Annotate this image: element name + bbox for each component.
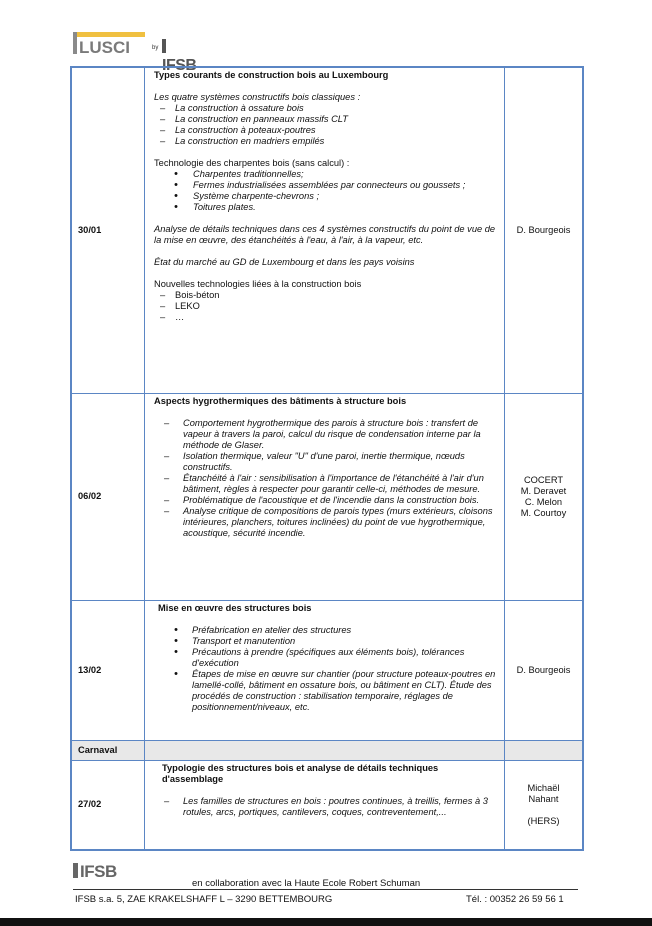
table-row xyxy=(71,600,583,740)
table-row xyxy=(71,760,583,850)
list-item: – Analyse critique de compositions de parois types (murs extérieurs, cloisons intérieures, planchers, toitures inclinées) du point de vue hygrothermique, acoustique, sécurité incendie. xyxy=(154,506,498,539)
list-item: • Système charpente-chevrons ; xyxy=(154,191,498,202)
list-item: • Préfabrication en atelier des structures xyxy=(154,625,498,636)
session-speaker: D. Bourgeois xyxy=(505,600,584,740)
session-date: 30/01 xyxy=(71,67,145,393)
collaboration-text: en collaboration avec la Haute Ecole Robert Schuman xyxy=(192,878,421,889)
list-item: • Étapes de mise en œuvre sur chantier (pour structure poteaux-poutres en lamellé-collé, bâtiment en ossature bois, ou bâtiment en CLT). Étude des procédés de construction : stabilisation temporaire, réglages de positionnement/niveaux, etc. xyxy=(154,669,498,713)
list-item: – Bois-béton xyxy=(154,290,498,301)
list-item: • Toitures plates. xyxy=(154,202,498,213)
section-intro: Technologie des charpentes bois (sans calcul) : xyxy=(154,158,350,168)
table-row xyxy=(71,67,583,393)
session-content xyxy=(145,600,505,740)
session-content xyxy=(145,760,505,850)
session-title: Typologie des structures bois et analyse de détails techniques d'assemblage xyxy=(162,762,439,784)
list-item: – La construction en panneaux massifs CLT xyxy=(154,114,498,125)
list-item: • Charpentes traditionnelles; xyxy=(154,169,498,180)
session-speaker: Michaël Nahant (HERS) xyxy=(505,760,584,850)
svg-text:LUSCI: LUSCI xyxy=(79,38,130,57)
ifsb-logo-footer: IFSB xyxy=(73,862,117,882)
paragraph: Analyse de détails techniques dans ces 4 systèmes constructifs du point de vue de la mise en œuvre, des étanchéités à l'eau, à l'air, à la vapeur, etc. xyxy=(154,224,496,245)
typologie-list xyxy=(154,796,498,818)
list-item: – … xyxy=(154,312,498,323)
session-date: 13/02 xyxy=(71,600,145,740)
session-speaker: COCERT M. Deravet C. Melon M. Courtoy xyxy=(505,393,584,600)
table-row xyxy=(71,740,583,760)
ifsb-logo-top: IFSB xyxy=(162,39,196,75)
list-item: – La construction à ossature bois xyxy=(154,103,498,114)
list-item: – Comportement hygrothermique des parois à structure bois : transfert de vapeur à travers la paroi, calcul du risque de condensation interne par la méthode de Glaser. xyxy=(154,418,498,451)
technologies-list xyxy=(154,290,498,323)
footer-divider xyxy=(73,889,578,890)
list-item: – Étanchéité à l'air : sensibilisation à l'importance de l'étanchéité à l'air d'un bâtiment, règles à respecter pour garantir celle-ci, méthodes de mesure. xyxy=(154,473,498,495)
session-title: Types courants de construction bois au Luxembourg xyxy=(154,70,389,80)
session-speaker: D. Bourgeois xyxy=(505,67,584,393)
list-item: – LEKO xyxy=(154,301,498,312)
table-row xyxy=(71,393,583,600)
mise-en-oeuvre-list xyxy=(154,625,498,713)
session-content xyxy=(145,393,505,600)
session-title: Mise en œuvre des structures bois xyxy=(158,602,312,613)
session-title: Aspects hygrothermiques des bâtiments à structure bois xyxy=(154,395,407,406)
list-item: – La construction en madriers empilés xyxy=(154,136,498,147)
list-item: • Précautions à prendre (spécifiques aux éléments bois), tolérances d'exécution xyxy=(154,647,498,669)
list-item: • Transport et manutention xyxy=(154,636,498,647)
paragraph: État du marché au GD de Luxembourg et dans les pays voisins xyxy=(154,257,415,267)
empty-cell xyxy=(145,740,505,760)
lusci-logo xyxy=(73,30,145,58)
programme-table xyxy=(70,66,584,851)
list-item: – Les familles de structures en bois : poutres continues, à treillis, fermes à 3 rotules, arcs, portiques, cantilevers, coques, contreventement,... xyxy=(154,796,498,818)
session-date: Carnaval xyxy=(71,740,145,760)
list-item: – Isolation thermique, valeur "U" d'une paroi, inertie thermique, nœuds constructifs. xyxy=(154,451,498,473)
by-label: by xyxy=(152,45,159,51)
list-item: – Problématique de l'acoustique et de l'incendie dans la construction bois. xyxy=(154,495,498,506)
systems-list xyxy=(154,103,498,147)
charpentes-list xyxy=(154,169,498,213)
footer-phone: Tél. : 00352 26 59 56 1 xyxy=(466,894,564,905)
hygro-list xyxy=(154,418,498,539)
bottom-strip xyxy=(0,918,652,926)
section-intro: Les quatre systèmes constructifs bois classiques : xyxy=(154,92,361,102)
list-item: • Fermes industrialisées assemblées par connecteurs ou goussets ; xyxy=(154,180,498,191)
session-content xyxy=(145,67,505,393)
list-item: – La construction à poteaux-poutres xyxy=(154,125,498,136)
footer-address: IFSB s.a. 5, ZAE KRAKELSHAFF L – 3290 BETTEMBOURG xyxy=(75,894,333,905)
session-date: 06/02 xyxy=(71,393,145,600)
section-intro: Nouvelles technologies liées à la construction bois xyxy=(154,279,362,289)
empty-cell xyxy=(505,740,584,760)
session-date: 27/02 xyxy=(71,760,145,850)
